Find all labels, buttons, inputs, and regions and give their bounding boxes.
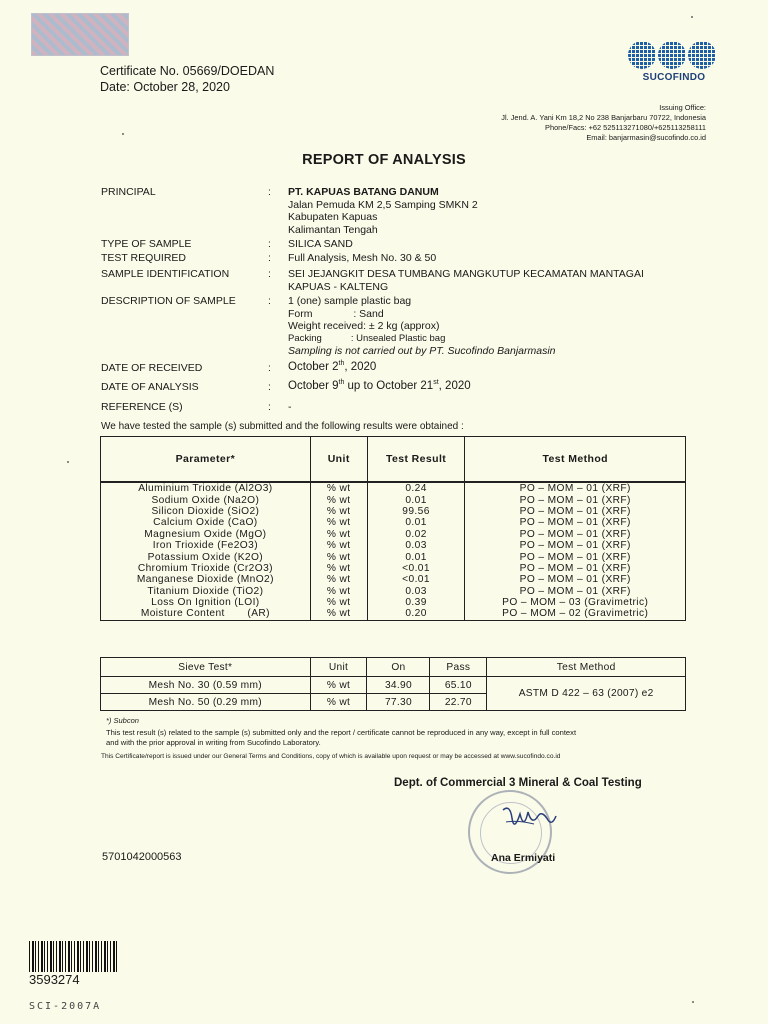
- method-cell: PO – MOM – 01 (XRF): [465, 540, 686, 551]
- colon: :: [268, 381, 271, 393]
- office-email: Email: banjarmasin@sucofindo.co.id: [586, 133, 706, 142]
- speck: [122, 133, 124, 135]
- sieve-cell: % wt: [310, 694, 367, 711]
- id-line: [288, 268, 702, 281]
- desc-sampling: Sampling is not carried out by PT. Sucofindo Banjarmasin: [288, 345, 556, 357]
- result-cell: 0.01: [367, 494, 465, 505]
- principal-address: Jalan Pemuda KM 2,5 Samping SMKN 2: [288, 198, 478, 211]
- parameter-cell: Loss On Ignition (LOI): [101, 597, 311, 608]
- globe-icon: [658, 41, 686, 69]
- speck: [691, 16, 693, 18]
- sieve-cell: 77.30: [367, 694, 430, 711]
- colon: :: [268, 252, 271, 264]
- disclaimer-line: and with the prior approval in writing from Sucofindo Laboratory.: [106, 738, 321, 747]
- unit-cell: % wt: [310, 586, 367, 597]
- office-label: Issuing Office:: [659, 103, 706, 112]
- method-cell: PO – MOM – 01 (XRF): [465, 551, 686, 562]
- method-cell: PO – MOM – 01 (XRF): [465, 574, 686, 585]
- principal-address: Kabupaten Kapuas: [288, 211, 378, 223]
- reference-label: REFERENCE (S): [101, 401, 183, 413]
- result-cell: 0.03: [367, 540, 465, 551]
- office-address: Jl. Jend. A. Yani Km 18,2 No 238 Banjarbaru 70722, Indonesia: [501, 113, 706, 122]
- certificate-number: Certificate No. 05669/DOEDAN: [100, 64, 275, 78]
- security-strip: [31, 13, 129, 56]
- signature: [498, 800, 558, 840]
- method-cell: PO – MOM – 02 (Gravimetric): [465, 608, 686, 620]
- table-row: [101, 517, 686, 528]
- parameter-cell: Manganese Dioxide (MnO2): [101, 574, 311, 585]
- parameter-cell: Aluminium Trioxide (Al2O3): [101, 482, 311, 494]
- sucofindo-logo: [628, 41, 720, 83]
- sieve-cell: Mesh No. 50 (0.29 mm): [101, 694, 311, 711]
- method-cell: PO – MOM – 03 (Gravimetric): [465, 597, 686, 608]
- principal-value: [288, 186, 478, 236]
- principal-label: PRINCIPAL: [101, 186, 156, 198]
- table-row: [101, 574, 686, 585]
- result-cell: 99.56: [367, 506, 465, 517]
- table-row: [101, 608, 686, 620]
- department-name: Dept. of Commercial 3 Mineral & Coal Testing: [394, 777, 642, 789]
- unit-cell: % wt: [310, 608, 367, 620]
- certificate-date: Date: October 28, 2020: [100, 80, 230, 94]
- header-unit: Unit: [310, 437, 367, 483]
- globe-icon: [628, 41, 656, 69]
- parameter-cell: Potassium Oxide (K2O): [101, 551, 311, 562]
- parameter-cell: Iron Trioxide (Fe2O3): [101, 540, 311, 551]
- reference-number: 5701042000563: [102, 851, 182, 863]
- unit-cell: % wt: [310, 540, 367, 551]
- sieve-cell: 34.90: [367, 677, 430, 694]
- type-label: TYPE OF SAMPLE: [101, 238, 192, 250]
- header-result: Test Result: [367, 437, 465, 483]
- desc-packing: Packing : Unsealed Plastic bag: [288, 332, 446, 344]
- unit-cell: % wt: [310, 574, 367, 585]
- colon: :: [268, 238, 271, 250]
- test-label: TEST REQUIRED: [101, 252, 186, 264]
- method-cell: PO – MOM – 01 (XRF): [465, 563, 686, 574]
- id-value-line2: KAPUAS - KALTENG: [288, 280, 389, 293]
- sieve-method: ASTM D 422 – 63 (2007) e2: [487, 677, 686, 711]
- sieve-header-test: Sieve Test*: [101, 658, 311, 677]
- table-row: [101, 540, 686, 551]
- unit-cell: % wt: [310, 597, 367, 608]
- desc-line: 1 (one) sample plastic bag: [288, 295, 412, 307]
- received-label: DATE OF RECEIVED: [101, 362, 203, 374]
- barcode-number: 3593274: [29, 972, 80, 987]
- sieve-cell: Mesh No. 30 (0.59 mm): [101, 677, 311, 694]
- principal-address: Kalimantan Tengah: [288, 223, 378, 236]
- sieve-cell: 65.10: [430, 677, 487, 694]
- desc-label: DESCRIPTION OF SAMPLE: [101, 295, 236, 307]
- unit-cell: % wt: [310, 517, 367, 528]
- sieve-header-unit: Unit: [310, 658, 367, 677]
- table-row: [101, 677, 686, 694]
- result-cell: 0.02: [367, 529, 465, 540]
- sieve-table: [100, 657, 686, 711]
- unit-cell: % wt: [310, 529, 367, 540]
- sieve-header-pass: Pass: [430, 658, 487, 677]
- result-cell: 0.39: [367, 597, 465, 608]
- principal-name: PT. KAPUAS BATANG DANUM: [288, 186, 439, 198]
- header-parameter: Parameter*: [101, 437, 311, 483]
- terms-note: This Certificate/report is issued under our General Terms and Conditions, copy of which is available upon request or may be accessed at www.sucofindo.co.id: [101, 753, 561, 760]
- colon: :: [268, 362, 271, 374]
- sieve-cell: % wt: [310, 677, 367, 694]
- unit-cell: % wt: [310, 494, 367, 505]
- result-cell: 0.20: [367, 608, 465, 620]
- table-row: [101, 529, 686, 540]
- result-cell: 0.03: [367, 586, 465, 597]
- method-cell: PO – MOM – 01 (XRF): [465, 506, 686, 517]
- method-cell: PO – MOM – 01 (XRF): [465, 529, 686, 540]
- result-cell: 0.01: [367, 551, 465, 562]
- signer-name: Ana Ermiyati: [491, 852, 556, 864]
- table-row: [101, 586, 686, 597]
- parameter-cell: Sodium Oxide (Na2O): [101, 494, 311, 505]
- speck: [692, 1001, 694, 1003]
- table-row: [101, 506, 686, 517]
- desc-weight: Weight received: ± 2 kg (approx): [288, 320, 440, 332]
- intro-text: We have tested the sample (s) submitted and the following results were obtained :: [101, 421, 464, 432]
- results-table: [100, 436, 686, 621]
- parameter-cell: Magnesium Oxide (MgO): [101, 529, 311, 540]
- form-code: SCI-2007A: [29, 1001, 102, 1012]
- test-value: Full Analysis, Mesh No. 30 & 50: [288, 252, 437, 264]
- method-cell: PO – MOM – 01 (XRF): [465, 517, 686, 528]
- method-cell: PO – MOM – 01 (XRF): [465, 494, 686, 505]
- table-row: [101, 563, 686, 574]
- id-value: [288, 268, 702, 293]
- unit-cell: % wt: [310, 482, 367, 494]
- office-phone: Phone/Facs: +62 525113271080/+625113258111: [545, 123, 706, 132]
- subcon-note: *) Subcon: [106, 716, 139, 725]
- table-row: [101, 494, 686, 505]
- parameter-cell: Moisture Content (AR): [101, 608, 311, 620]
- id-value-line1: SEI JEJANGKIT DESA TUMBANG MANGKUTUP KECAMATAN MANTAGAI: [288, 268, 644, 280]
- sieve-header-on: On: [367, 658, 430, 677]
- analysis-label: DATE OF ANALYSIS: [101, 381, 199, 393]
- globe-icon: [688, 41, 716, 69]
- unit-cell: % wt: [310, 506, 367, 517]
- parameter-cell: Chromium Trioxide (Cr2O3): [101, 563, 311, 574]
- desc-value: [288, 295, 556, 358]
- logo-text: SUCOFINDO: [642, 72, 706, 83]
- results-header-row: [101, 437, 686, 483]
- analysis-value: October 9th up to October 21st, 2020: [288, 379, 471, 392]
- colon: :: [268, 268, 271, 280]
- method-cell: PO – MOM – 01 (XRF): [465, 586, 686, 597]
- result-cell: 0.01: [367, 517, 465, 528]
- parameter-cell: Silicon Dioxide (SiO2): [101, 506, 311, 517]
- header-method: Test Method: [465, 437, 686, 483]
- id-label: SAMPLE IDENTIFICATION: [101, 268, 230, 280]
- parameter-cell: Calcium Oxide (CaO): [101, 517, 311, 528]
- method-cell: PO – MOM – 01 (XRF): [465, 482, 686, 494]
- disclaimer-line: This test result (s) related to the sample (s) submitted only and the report / certificate cannot be reproduced in any way, except in full context: [106, 728, 577, 737]
- table-row: [101, 597, 686, 608]
- table-row: [101, 482, 686, 494]
- issuing-office: [406, 103, 706, 143]
- table-row: [101, 551, 686, 562]
- colon: :: [268, 401, 271, 413]
- sieve-header-row: [101, 658, 686, 677]
- sieve-cell: 22.70: [430, 694, 487, 711]
- colon: :: [268, 295, 271, 307]
- desc-form: Form : Sand: [288, 307, 384, 320]
- result-cell: <0.01: [367, 574, 465, 585]
- report-title: REPORT OF ANALYSIS: [302, 152, 466, 168]
- parameter-cell: Titanium Dioxide (TiO2): [101, 586, 311, 597]
- certificate-header: [100, 63, 274, 95]
- barcode: [29, 941, 117, 972]
- reference-value: -: [288, 401, 292, 413]
- received-value: October 2th, 2020: [288, 360, 377, 373]
- unit-cell: % wt: [310, 563, 367, 574]
- colon: :: [268, 186, 271, 198]
- disclaimer: [106, 728, 696, 748]
- speck: [67, 461, 69, 463]
- result-cell: 0.24: [367, 482, 465, 494]
- type-value: SILICA SAND: [288, 238, 353, 250]
- result-cell: <0.01: [367, 563, 465, 574]
- sieve-header-method: Test Method: [487, 658, 686, 677]
- unit-cell: % wt: [310, 551, 367, 562]
